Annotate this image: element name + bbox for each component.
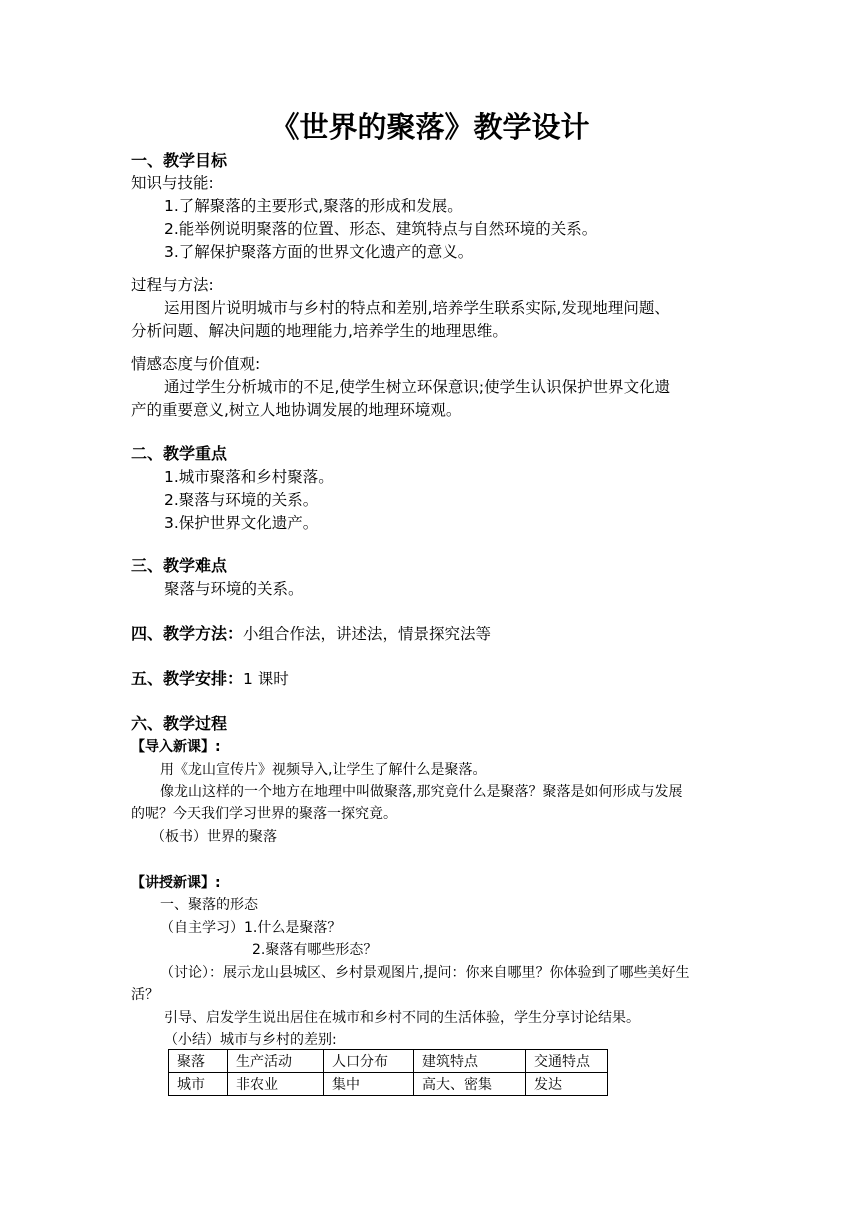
knowledge-item: 1.了解聚落的主要形式,聚落的形成和发展。 (164, 197, 463, 215)
section-heading-difficulties: 三、教学难点 (131, 556, 228, 575)
knowledge-item: 2.能举例说明聚落的位置、形态、建筑特点与自然环境的关系。 (164, 220, 598, 238)
lecture-line: （自主学习）1.什么是聚落？ (160, 920, 342, 936)
lecture-label: 【讲授新课】: (131, 875, 221, 891)
intro-line: 的呢？今天我们学习世界的聚落一探究竟。 (131, 806, 397, 822)
lecture-line: 一、聚落的形态 (160, 897, 258, 913)
table-header-row (169, 1050, 608, 1073)
process-line: 分析问题、解决问题的地理能力,培养学生的地理思维。 (131, 322, 508, 340)
lecture-line: 引导、启发学生说出居住在城市和乡村不同的生活体验，学生分享讨论结果。 (164, 1010, 640, 1026)
methods-text: 小组合作法，讲述法，情景探究法等 (243, 625, 492, 643)
process-label: 过程与方法: (131, 276, 214, 294)
intro-line: 像龙山这样的一个地方在地理中叫做聚落,那究竟什么是聚落？聚落是如何形成与发展 (160, 784, 683, 800)
key-point-item: 2.聚落与环境的关系。 (164, 491, 319, 509)
lecture-line: （小结）城市与乡村的差别: (164, 1032, 337, 1048)
key-point-item: 1.城市聚落和乡村聚落。 (164, 468, 334, 486)
table-row (169, 1073, 608, 1096)
table-header-cell: 人口分布 (324, 1050, 414, 1073)
intro-line: 用《龙山宣传片》视频导入,让学生了解什么是聚落。 (160, 762, 487, 778)
section-heading-schedule: 五、教学安排： (131, 669, 244, 688)
process-line: 运用图片说明城市与乡村的特点和差别,培养学生联系实际,发现地理问题、 (164, 299, 670, 317)
section-heading-process: 六、教学过程 (131, 714, 228, 733)
comparison-table (168, 1049, 608, 1096)
emotion-label: 情感态度与价值观: (131, 355, 261, 373)
table-cell: 高大、密集 (414, 1073, 526, 1096)
knowledge-item: 3.了解保护聚落方面的世界文化遗产的意义。 (164, 243, 474, 261)
document-title: 《世界的聚落》教学设计 (270, 110, 590, 144)
schedule-text: 1 课时 (243, 670, 289, 688)
section-heading-key-points: 二、教学重点 (131, 444, 228, 463)
methods-line (131, 624, 491, 644)
table-cell: 非农业 (228, 1073, 324, 1096)
table-header-cell: 聚落 (169, 1050, 228, 1073)
section-heading-objectives: 一、教学目标 (131, 151, 228, 170)
table-cell: 发达 (526, 1073, 608, 1096)
emotion-line: 通过学生分析城市的不足,使学生树立环保意识;使学生认识保护世界文化遗 (164, 378, 671, 396)
section-heading-methods: 四、教学方法： (131, 624, 244, 643)
table-header-cell: 生产活动 (228, 1050, 324, 1073)
table-header-cell: 建筑特点 (414, 1050, 526, 1073)
lecture-line: （讨论）：展示龙山县城区、乡村景观图片,提问：你来自哪里？你体验到了哪些美好生 (160, 965, 690, 981)
intro-line: （板书）世界的聚落 (151, 829, 277, 845)
table-header-cell: 交通特点 (526, 1050, 608, 1073)
lecture-line: 活？ (131, 987, 159, 1003)
knowledge-label: 知识与技能: (131, 174, 214, 192)
intro-label: 【导入新课】: (131, 739, 221, 755)
schedule-line (131, 669, 289, 689)
emotion-line: 产的重要意义,树立人地协调发展的地理环境观。 (131, 401, 462, 419)
table-cell: 城市 (169, 1073, 228, 1096)
difficulty-text: 聚落与环境的关系。 (164, 580, 304, 598)
table-cell: 集中 (324, 1073, 414, 1096)
lecture-line: 2.聚落有哪些形态？ (252, 942, 378, 958)
key-point-item: 3.保护世界文化遗产。 (164, 514, 319, 532)
